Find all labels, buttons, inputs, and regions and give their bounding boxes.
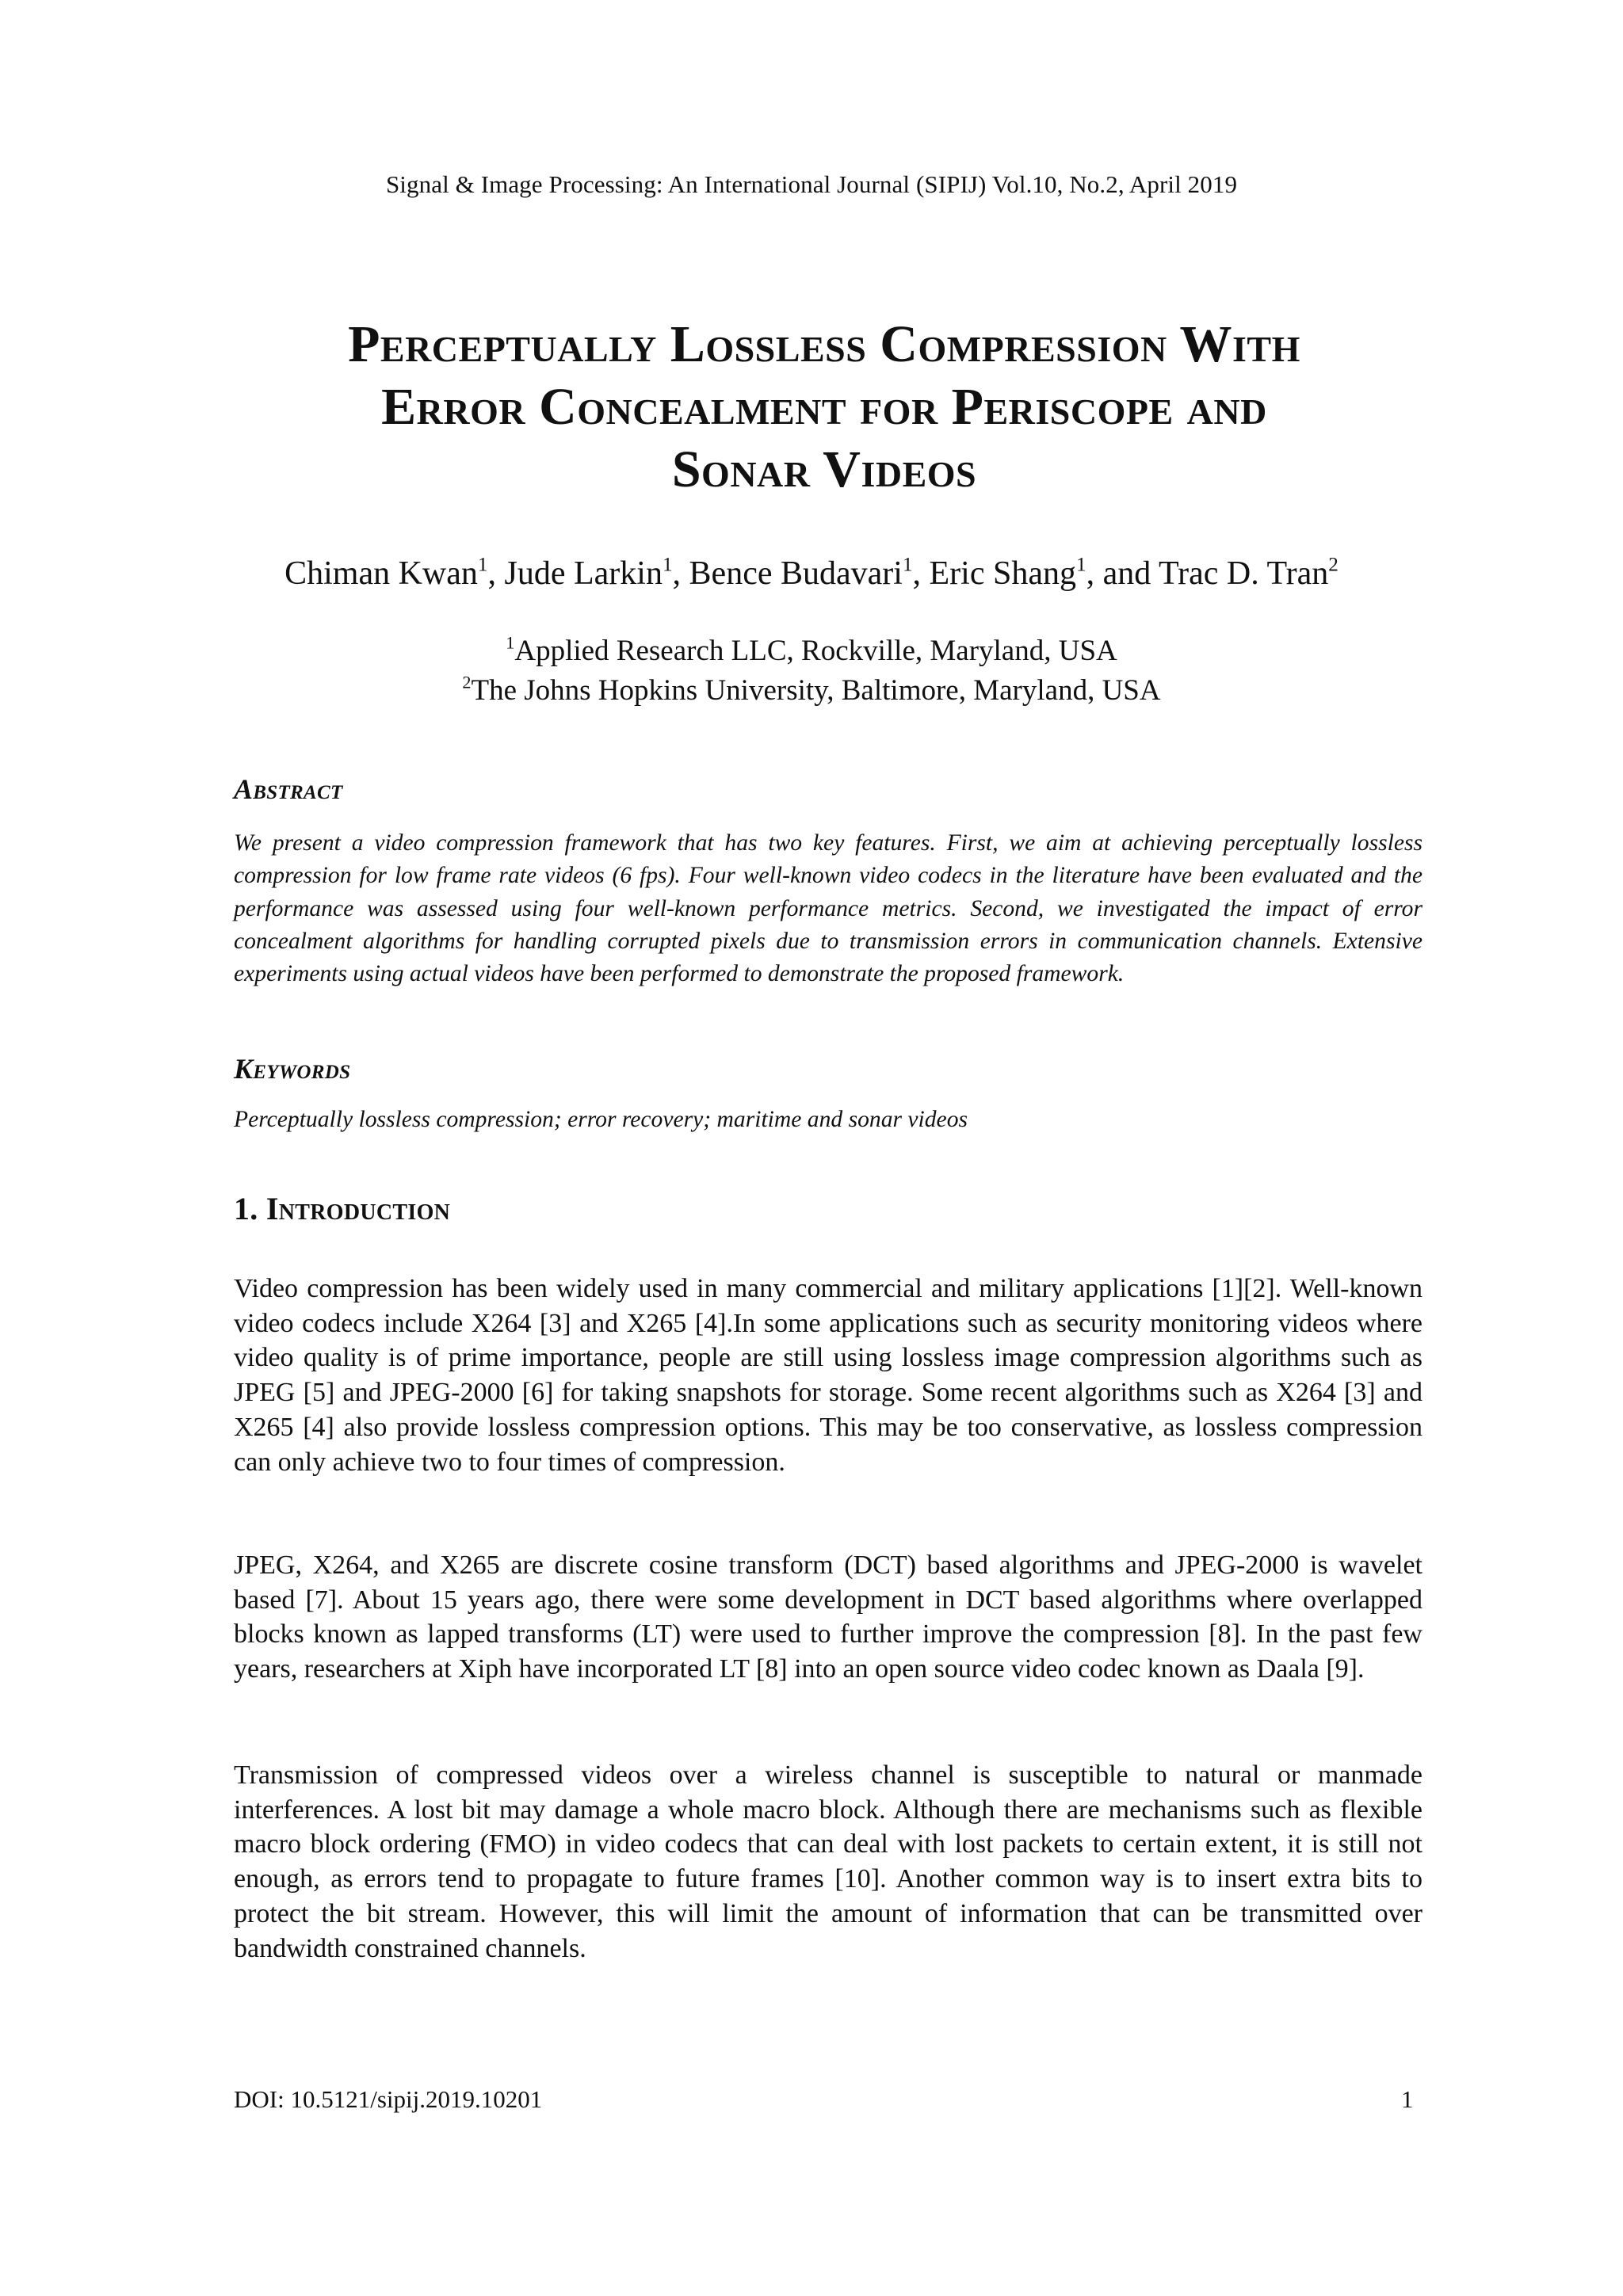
affiliation-text: The Johns Hopkins University, Baltimore, Maryland, USA: [471, 674, 1161, 707]
author-affiliation-mark: 1: [662, 554, 673, 576]
footer-doi: DOI: 10.5121/sipij.2019.10201: [234, 2085, 543, 2113]
body-paragraph: JPEG, X264, and X265 are discrete cosine transform (DCT) based algorithms and JPEG-2000 is wavelet based [7]. About 15 years ago, there were some development in DCT based algorithms where overlapped blocks known as lapped transforms (LT) were used to further improve the compression [8]. In the past few years, researchers at Xiph have incorporated LT [8] into an open source video codec known as Daala [9].: [234, 1550, 1423, 1684]
body-paragraph: Transmission of compressed videos over a wireless channel is susceptible to natural or manmade interferences. A lost bit may damage a whole macro block. Although there are mechanisms such as flexible macro block ordering (FMO) in video codecs that can deal with lost packets to certain extent, it is still not enough, as errors tend to propagate to future frames [10]. Another common way is to insert extra bits to protect the bit stream. However, this will limit the amount of information that can be transmitted over bandwidth constrained channels.: [234, 1760, 1423, 1963]
author-affiliation-mark: 1: [1075, 554, 1086, 576]
abstract-heading: Abstract: [234, 773, 343, 805]
affiliation-mark: 2: [462, 672, 472, 692]
author-separator: ,: [672, 555, 689, 592]
author-affiliation-mark: 2: [1328, 554, 1338, 576]
title-line: Error Concealment for Periscope and: [381, 378, 1267, 436]
title-line: Sonar Videos: [671, 441, 977, 498]
page-number: 1: [1401, 2085, 1414, 2113]
paper-title: [190, 313, 1458, 501]
affiliation: [0, 673, 1623, 707]
abstract-text: We present a video compression framework that has two key features. First, we aim at achieving perceptually lossless compression for low frame rate videos (6 fps). Four well-known video codecs in the literature have been evaluated and the performance was assessed using four well-known performance metrics. Second, we investigated the impact of error concealment algorithms for handling corrupted pixels due to transmission errors in communication channels. Extensive experiments using actual videos have been performed to demonstrate the proposed framework.: [234, 830, 1423, 987]
affiliation-mark: 1: [506, 632, 515, 653]
author-name: Jude Larkin: [504, 555, 663, 592]
body-paragraph: Video compression has been widely used in many commercial and military applications [1][2]. Well-known video codecs include X264 [3] and X265 [4].In some applications such as security monitoring videos where video quality is of prime importance, people are still using lossless image compression algorithms such as JPEG [5] and JPEG-2000 [6] for taking snapshots for storage. Some recent algorithms such as X264 [3] and X265 [4] also provide lossless compression options. This may be too conservative, as lossless compression can only achieve two to four times of compression.: [234, 1274, 1423, 1477]
running-header: Signal & Image Processing: An International Journal (SIPIJ) Vol.10, No.2, April 2019: [385, 170, 1238, 198]
author-affiliation-mark: 1: [902, 554, 913, 576]
author-name: Trac D. Tran: [1158, 555, 1329, 592]
title-line: Perceptually Lossless Compression With: [348, 315, 1300, 373]
author-name: Bence Budavari: [689, 555, 903, 592]
author-separator: ,: [487, 555, 505, 592]
section-heading-introduction: 1. Introduction: [234, 1191, 451, 1226]
author-list: [0, 555, 1623, 593]
affiliation: [0, 634, 1623, 668]
author-affiliation-mark: 1: [477, 554, 488, 576]
keywords-text: Perceptually lossless compression; error recovery; maritime and sonar videos: [234, 1107, 968, 1132]
keywords-heading: Keywords: [234, 1053, 351, 1085]
author-name: Eric Shang: [929, 555, 1076, 592]
author-separator: , and: [1086, 555, 1159, 592]
author-separator: ,: [912, 555, 930, 592]
affiliation-text: Applied Research LLC, Rockville, Maryland, USA: [514, 635, 1117, 667]
author-name: Chiman Kwan: [285, 555, 478, 592]
